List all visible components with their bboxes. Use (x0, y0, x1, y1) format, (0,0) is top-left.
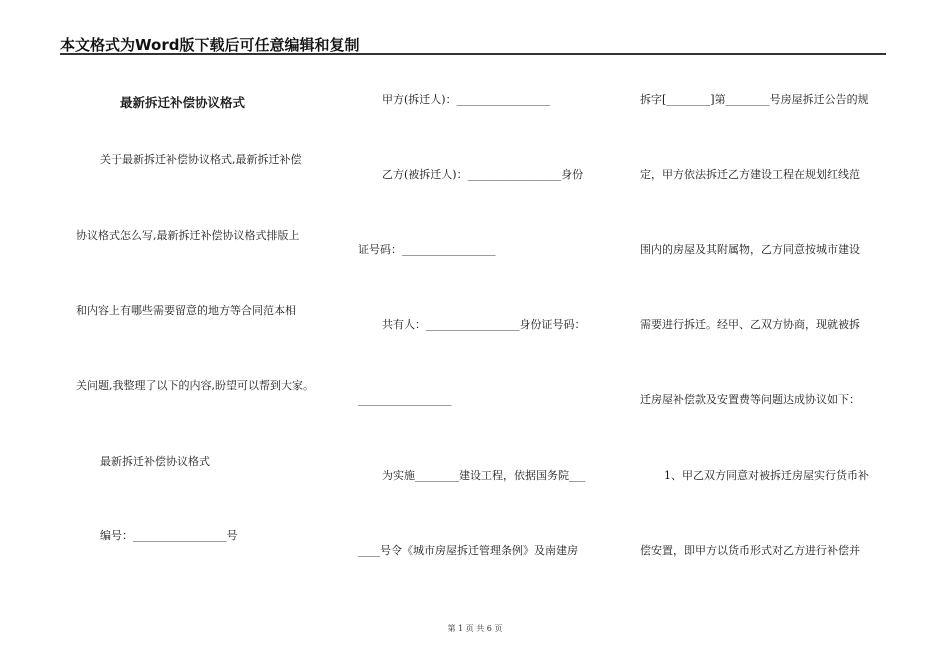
column1-line-1: 关于最新拆迁补偿协议格式,最新拆迁补偿 (100, 153, 302, 166)
column1-line-4: 关问题,我整理了以下的内容,盼望可以帮到大家。 (76, 379, 314, 392)
column2-line-4: 共有人：_________________身份证号码： (382, 318, 586, 331)
column3-line-3: 围内的房屋及其附属物，乙方同意按城市建设 (640, 243, 860, 256)
column1-line-3: 和内容上有哪些需要留意的地方等合同范本相 (76, 304, 296, 317)
column1-line-2: 协议格式怎么写,最新拆迁补偿协议格式排版上 (76, 229, 300, 242)
column3-line-4: 需要进行拆迁。经甲、乙双方协商，现就被拆 (640, 318, 860, 331)
column1-line-5: 最新拆迁补偿协议格式 (100, 455, 210, 468)
page-indicator: 第 1 页 共 6 页 (447, 624, 503, 633)
column2-line-2: 乙方(被拆迁人)：_________________身份 (382, 168, 584, 181)
document-title: 最新拆迁补偿协议格式 (120, 95, 246, 110)
column1-line-6: 编号：_________________号 (100, 529, 238, 542)
column2-line-3: 证号码：_________________ (358, 243, 496, 256)
column2-line-7: ____号令《城市房屋拆迁管理条例》及南建房 (358, 544, 578, 557)
column2-line-5: _________________ (358, 393, 452, 406)
column3-line-6: 1、甲乙双方同意对被拆迁房屋实行货币补 (664, 469, 869, 482)
column2-line-1: 甲方(拆迁人)：_________________ (382, 93, 551, 106)
header-divider (60, 53, 886, 55)
column2-line-6: 为实施________建设工程，依据国务院___ (382, 469, 586, 482)
column3-line-7: 偿安置，即甲方以货币形式对乙方进行补偿并 (640, 544, 860, 557)
page-header-title: 本文格式为Word版下载后可任意编辑和复制 (60, 36, 360, 54)
column3-line-5: 迁房屋补偿款及安置费等问题达成协议如下： (640, 393, 860, 406)
column3-line-2: 定，甲方依法拆迁乙方建设工程在规划红线范 (640, 168, 860, 181)
column3-line-1: 拆字[________]第________号房屋拆迁公告的规 (640, 93, 869, 106)
